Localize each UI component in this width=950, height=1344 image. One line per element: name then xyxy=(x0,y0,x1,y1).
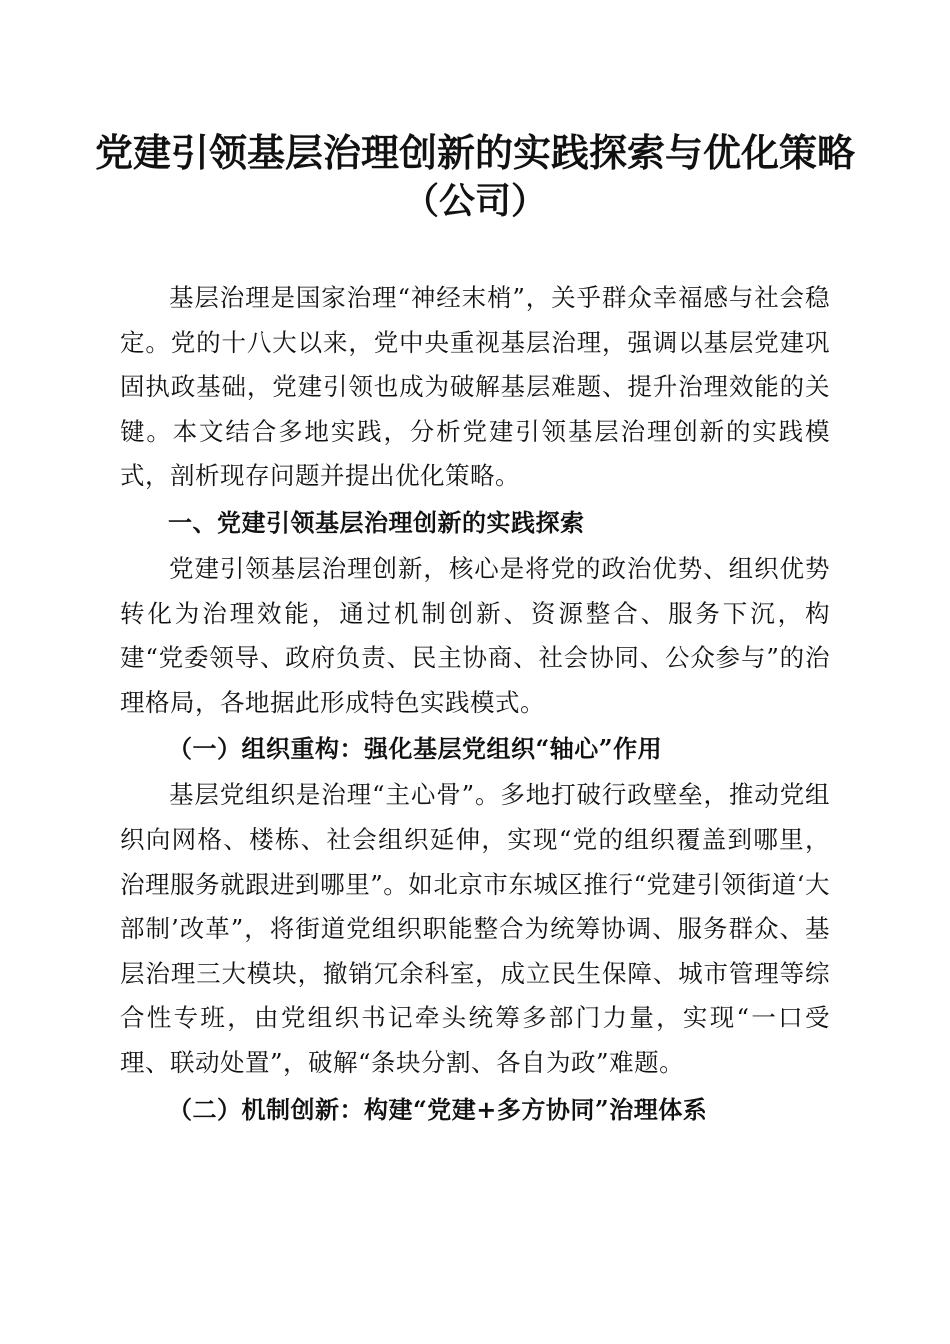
subsection-1-paragraph: 基层党组织是治理“主心骨”。多地打破行政壁垒，推动党组织向网格、楼栋、社会组织延伸，实现“党的组织覆盖到哪里，治理服务就跟进到哪里”。如北京市东城区推行“党建引领街道‘大部制’改革”，将街道党组织职能整合为统筹协调、服务群众、基层治理三大模块，撤销冗余科室，成立民生保障、城市管理等综合性专班，由党组织书记牵头统筹多部门力量，实现“一口受理、联动处置”，破解“条块分割、各自为政”难题。 xyxy=(120,780,830,1077)
document-title-block xyxy=(0,128,950,224)
intro-paragraph: 基层治理是国家治理“神经末梢”，关乎群众幸福感与社会稳定。党的十八大以来，党中央重视基层治理，强调以基层党建巩固执政基础，党建引领也成为破解基层难题、提升治理效能的关键。本文结合多地实践，分析党建引领基层治理创新的实践模式，剖析现存问题并提出优化策略。 xyxy=(120,283,830,491)
document-title: 党建引领基层治理创新的实践探索与优化策略 xyxy=(94,130,855,175)
section-1-paragraph: 党建引领基层治理创新，核心是将党的政治优势、组织优势转化为治理效能，通过机制创新、资源整合、服务下沉，构建“党委领导、政府负责、民主协商、社会协同、公众参与”的治理格局，各地据此形成特色实践模式。 xyxy=(120,553,830,717)
document-subtitle: （公司） xyxy=(402,180,547,222)
subsection-1-heading: （一）组织重构：强化基层党组织“轴心”作用 xyxy=(168,734,663,764)
section-1-heading: 一、党建引领基层治理创新的实践探索 xyxy=(168,508,585,537)
subsection-2-heading: （二）机制创新：构建“党建+多方协同”治理体系 xyxy=(168,1094,708,1124)
document-body xyxy=(120,276,830,1134)
